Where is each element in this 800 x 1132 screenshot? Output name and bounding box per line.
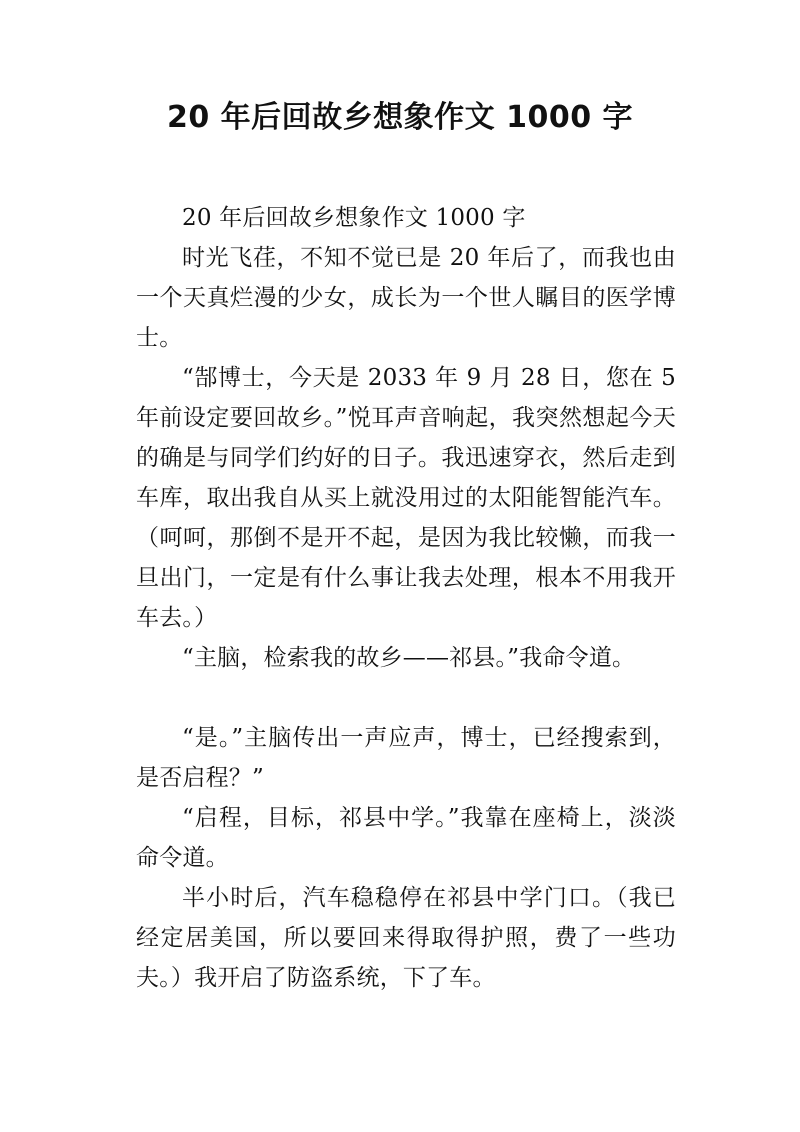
page-title: 20 年后回故乡想象作文 1000 字 (166, 100, 634, 135)
paragraph-start: “启程，目标，祁县中学。”我靠在座椅上，淡淡命令道。 (136, 805, 676, 871)
paragraph-response: “是。”主脑传出一声应声，博士，已经搜索到，是否启程？” (136, 725, 676, 791)
document-body (136, 198, 676, 998)
paragraph-arrival: 半小时后，汽车稳稳停在祁县中学门口。（我已经定居美国，所以要回来得取得护照，费了一些功夫。）我开启了防盗系统，下了车。 (136, 885, 676, 991)
essay-heading-line: 20 年后回故乡想象作文 1000 字 (182, 205, 526, 231)
paragraph-departure: “郜博士，今天是 2033 年 9 月 28 日，您在 5 年前设定要回故乡。”悦耳声音响起，我突然想起今天的确是与同学们约好的日子。我迅速穿衣，然后走到车库，取出我自从买上就没用过的太阳能智能汽车。（呵呵，那倒不是开不起，是因为我比较懒，而我一旦出门，一定是有什么事让我去处理，根本不用我开车去。） (136, 365, 676, 631)
paragraph-intro: 时光飞荏，不知不觉已是 20 年后了，而我也由一个天真烂漫的少女，成长为一个世人瞩目的医学博士。 (136, 245, 676, 351)
paragraph-spacer (136, 678, 676, 718)
paragraph-command: “主脑，检索我的故乡——祁县。”我命令道。 (182, 645, 636, 671)
